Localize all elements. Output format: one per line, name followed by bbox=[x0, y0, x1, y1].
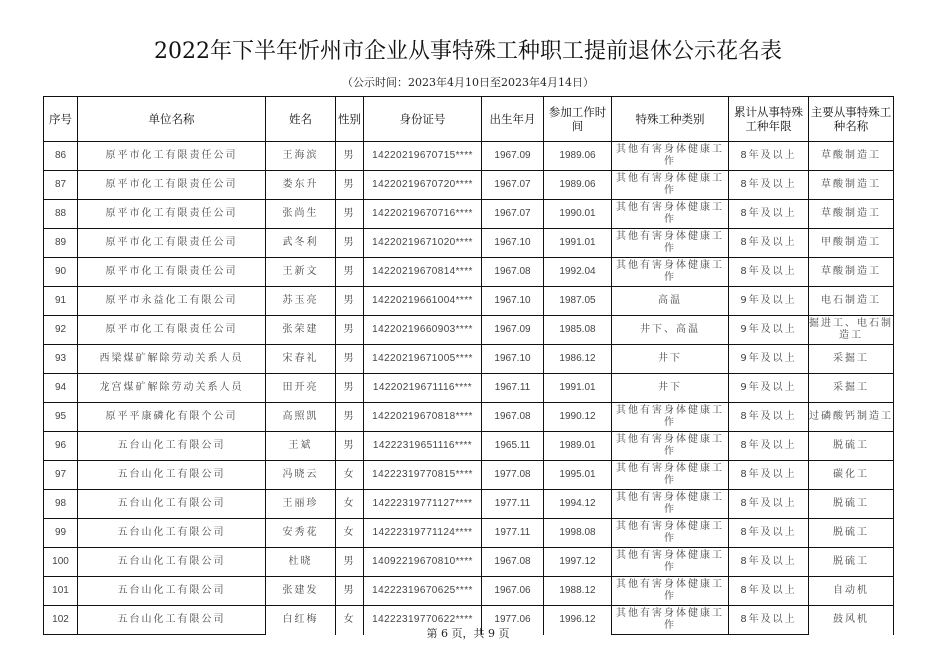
table-row bbox=[44, 345, 894, 374]
row-years: 8年及以上 bbox=[729, 200, 809, 229]
table-row bbox=[44, 171, 894, 200]
row-sex: 男 bbox=[336, 374, 364, 403]
row-seq: 88 bbox=[44, 200, 78, 229]
row-birth: 1967.08 bbox=[482, 258, 544, 287]
table-row bbox=[44, 490, 894, 519]
row-birth: 1977.11 bbox=[482, 519, 544, 548]
row-job: 草酸制造工 bbox=[809, 200, 894, 229]
row-sex: 女 bbox=[336, 606, 364, 635]
row-work-start: 1998.08 bbox=[544, 519, 612, 548]
row-years: 9年及以上 bbox=[729, 345, 809, 374]
header-work-start: 参加工作时间 bbox=[544, 97, 612, 142]
document-title: 2022年下半年忻州市企业从事特殊工种职工提前退休公示花名表 bbox=[154, 39, 782, 64]
row-years: 9年及以上 bbox=[729, 374, 809, 403]
row-birth: 1967.08 bbox=[482, 548, 544, 577]
row-id-number: 14220219671116**** bbox=[364, 374, 482, 403]
row-work-start: 1991.01 bbox=[544, 229, 612, 258]
row-id-number: 14220219671020**** bbox=[364, 229, 482, 258]
row-category: 其他有害身体健康工作 bbox=[612, 548, 729, 577]
row-job: 草酸制造工 bbox=[809, 171, 894, 200]
row-unit: 五台山化工有限公司 bbox=[78, 548, 266, 577]
row-seq: 102 bbox=[44, 606, 78, 635]
row-unit: 西梁煤矿解除劳动关系人员 bbox=[78, 345, 266, 374]
row-category: 井下 bbox=[612, 374, 729, 403]
row-unit: 五台山化工有限公司 bbox=[78, 432, 266, 461]
row-job: 采掘工 bbox=[809, 345, 894, 374]
row-unit: 五台山化工有限公司 bbox=[78, 606, 266, 635]
row-category: 其他有害身体健康工作 bbox=[612, 519, 729, 548]
row-job: 碳化工 bbox=[809, 461, 894, 490]
row-name: 张荣建 bbox=[266, 316, 336, 345]
header-category: 特殊工种类别 bbox=[612, 97, 729, 142]
row-seq: 99 bbox=[44, 519, 78, 548]
header-id: 身份证号 bbox=[364, 97, 482, 142]
row-job: 脱硫工 bbox=[809, 432, 894, 461]
row-birth: 1977.08 bbox=[482, 461, 544, 490]
row-category: 高温 bbox=[612, 287, 729, 316]
row-years: 9年及以上 bbox=[729, 316, 809, 345]
row-sex: 男 bbox=[336, 229, 364, 258]
row-id-number: 14220219671005**** bbox=[364, 345, 482, 374]
row-id-number: 14220219670716**** bbox=[364, 200, 482, 229]
row-work-start: 1991.01 bbox=[544, 374, 612, 403]
row-job: 甲酸制造工 bbox=[809, 229, 894, 258]
table-row bbox=[44, 229, 894, 258]
row-birth: 1967.08 bbox=[482, 403, 544, 432]
row-birth: 1967.10 bbox=[482, 229, 544, 258]
row-sex: 男 bbox=[336, 258, 364, 287]
row-work-start: 1996.12 bbox=[544, 606, 612, 635]
row-name: 白红梅 bbox=[266, 606, 336, 635]
row-sex: 男 bbox=[336, 345, 364, 374]
header-row bbox=[44, 97, 894, 142]
row-years: 8年及以上 bbox=[729, 461, 809, 490]
row-sex: 男 bbox=[336, 171, 364, 200]
row-id-number: 14222319770622**** bbox=[364, 606, 482, 635]
row-unit: 五台山化工有限公司 bbox=[78, 490, 266, 519]
row-years: 8年及以上 bbox=[729, 432, 809, 461]
row-work-start: 1989.06 bbox=[544, 171, 612, 200]
row-category: 其他有害身体健康工作 bbox=[612, 577, 729, 606]
row-years: 8年及以上 bbox=[729, 577, 809, 606]
table-row bbox=[44, 374, 894, 403]
row-work-start: 1990.12 bbox=[544, 403, 612, 432]
row-name: 王丽珍 bbox=[266, 490, 336, 519]
row-seq: 100 bbox=[44, 548, 78, 577]
row-unit: 龙宫煤矿解除劳动关系人员 bbox=[78, 374, 266, 403]
row-sex: 女 bbox=[336, 490, 364, 519]
row-seq: 93 bbox=[44, 345, 78, 374]
row-seq: 98 bbox=[44, 490, 78, 519]
row-unit: 五台山化工有限公司 bbox=[78, 461, 266, 490]
row-category: 其他有害身体健康工作 bbox=[612, 606, 729, 635]
row-id-number: 14220219670720**** bbox=[364, 171, 482, 200]
row-job: 草酸制造工 bbox=[809, 142, 894, 171]
row-category: 井下 bbox=[612, 345, 729, 374]
row-work-start: 1989.06 bbox=[544, 142, 612, 171]
table-row bbox=[44, 461, 894, 490]
row-name: 高照凯 bbox=[266, 403, 336, 432]
table-row bbox=[44, 287, 894, 316]
row-id-number: 14220219670715**** bbox=[364, 142, 482, 171]
header-seq: 序号 bbox=[44, 97, 78, 142]
row-category: 其他有害身体健康工作 bbox=[612, 258, 729, 287]
publicity-period: （公示时间：2023年4月10日至2023年4月14日） bbox=[342, 76, 594, 89]
row-name: 田开亮 bbox=[266, 374, 336, 403]
row-category: 井下、高温 bbox=[612, 316, 729, 345]
row-sex: 女 bbox=[336, 461, 364, 490]
row-job: 过磷酸钙制造工 bbox=[809, 403, 894, 432]
row-unit: 原平市化工有限责任公司 bbox=[78, 142, 266, 171]
row-years: 8年及以上 bbox=[729, 229, 809, 258]
row-id-number: 14222319770815**** bbox=[364, 461, 482, 490]
row-job: 脱硫工 bbox=[809, 519, 894, 548]
row-job: 采掘工 bbox=[809, 374, 894, 403]
row-years: 8年及以上 bbox=[729, 142, 809, 171]
row-unit: 原平市化工有限责任公司 bbox=[78, 229, 266, 258]
row-name: 安秀花 bbox=[266, 519, 336, 548]
table-row bbox=[44, 258, 894, 287]
table-row bbox=[44, 142, 894, 171]
row-birth: 1967.09 bbox=[482, 142, 544, 171]
header-sex: 性别 bbox=[336, 97, 364, 142]
row-work-start: 1989.01 bbox=[544, 432, 612, 461]
header-name: 姓名 bbox=[266, 97, 336, 142]
row-id-number: 14222319771127**** bbox=[364, 490, 482, 519]
row-birth: 1967.09 bbox=[482, 316, 544, 345]
table-row bbox=[44, 577, 894, 606]
row-id-number: 14092219670810**** bbox=[364, 548, 482, 577]
row-seq: 95 bbox=[44, 403, 78, 432]
row-work-start: 1990.01 bbox=[544, 200, 612, 229]
row-name: 宋春礼 bbox=[266, 345, 336, 374]
table-row bbox=[44, 403, 894, 432]
row-years: 8年及以上 bbox=[729, 548, 809, 577]
row-name: 武冬利 bbox=[266, 229, 336, 258]
header-birth: 出生年月 bbox=[482, 97, 544, 142]
row-work-start: 1985.08 bbox=[544, 316, 612, 345]
row-sex: 男 bbox=[336, 403, 364, 432]
row-job: 草酸制造工 bbox=[809, 258, 894, 287]
row-birth: 1967.07 bbox=[482, 171, 544, 200]
row-work-start: 1992.04 bbox=[544, 258, 612, 287]
row-sex: 男 bbox=[336, 432, 364, 461]
row-category: 其他有害身体健康工作 bbox=[612, 461, 729, 490]
row-birth: 1967.10 bbox=[482, 345, 544, 374]
row-work-start: 1986.12 bbox=[544, 345, 612, 374]
row-seq: 91 bbox=[44, 287, 78, 316]
row-category: 其他有害身体健康工作 bbox=[612, 403, 729, 432]
row-name: 冯晓云 bbox=[266, 461, 336, 490]
row-years: 8年及以上 bbox=[729, 490, 809, 519]
row-seq: 87 bbox=[44, 171, 78, 200]
row-years: 8年及以上 bbox=[729, 606, 809, 635]
roster-body bbox=[44, 142, 894, 635]
header-years: 累计从事特殊工种年限 bbox=[729, 97, 809, 142]
row-job: 电石制造工 bbox=[809, 287, 894, 316]
row-unit: 原平市化工有限责任公司 bbox=[78, 316, 266, 345]
row-work-start: 1988.12 bbox=[544, 577, 612, 606]
row-birth: 1967.10 bbox=[482, 287, 544, 316]
row-job: 脱硫工 bbox=[809, 548, 894, 577]
row-years: 8年及以上 bbox=[729, 258, 809, 287]
row-name: 张建发 bbox=[266, 577, 336, 606]
row-sex: 男 bbox=[336, 142, 364, 171]
row-years: 9年及以上 bbox=[729, 287, 809, 316]
row-id-number: 14222319771124**** bbox=[364, 519, 482, 548]
row-name: 苏玉亮 bbox=[266, 287, 336, 316]
row-name: 王新文 bbox=[266, 258, 336, 287]
row-sex: 男 bbox=[336, 287, 364, 316]
row-work-start: 1994.12 bbox=[544, 490, 612, 519]
row-unit: 五台山化工有限公司 bbox=[78, 519, 266, 548]
row-id-number: 14222319651116**** bbox=[364, 432, 482, 461]
row-id-number: 14220219661004**** bbox=[364, 287, 482, 316]
row-unit: 原平市化工有限责任公司 bbox=[78, 200, 266, 229]
row-seq: 97 bbox=[44, 461, 78, 490]
row-job: 鼓风机 bbox=[809, 606, 894, 635]
row-birth: 1967.07 bbox=[482, 200, 544, 229]
row-name: 王海滨 bbox=[266, 142, 336, 171]
header-unit: 单位名称 bbox=[78, 97, 266, 142]
header-job: 主要从事特殊工种名称 bbox=[809, 97, 894, 142]
table-row bbox=[44, 519, 894, 548]
row-seq: 96 bbox=[44, 432, 78, 461]
retirement-roster-table bbox=[43, 96, 894, 635]
row-id-number: 14220219670814**** bbox=[364, 258, 482, 287]
page-number: 第 6 页，共 9 页 bbox=[426, 627, 510, 640]
row-birth: 1977.06 bbox=[482, 606, 544, 635]
row-sex: 男 bbox=[336, 316, 364, 345]
row-years: 8年及以上 bbox=[729, 519, 809, 548]
row-sex: 男 bbox=[336, 548, 364, 577]
row-unit: 原平市化工有限责任公司 bbox=[78, 258, 266, 287]
row-seq: 90 bbox=[44, 258, 78, 287]
row-work-start: 1987.05 bbox=[544, 287, 612, 316]
row-name: 王斌 bbox=[266, 432, 336, 461]
row-unit: 五台山化工有限公司 bbox=[78, 577, 266, 606]
row-id-number: 14220219660903**** bbox=[364, 316, 482, 345]
row-years: 8年及以上 bbox=[729, 403, 809, 432]
row-sex: 男 bbox=[336, 200, 364, 229]
row-work-start: 1997.12 bbox=[544, 548, 612, 577]
row-birth: 1977.11 bbox=[482, 490, 544, 519]
table-row bbox=[44, 548, 894, 577]
table-row bbox=[44, 316, 894, 345]
row-seq: 89 bbox=[44, 229, 78, 258]
row-unit: 原平平康磷化有限个公司 bbox=[78, 403, 266, 432]
row-id-number: 14220219670818**** bbox=[364, 403, 482, 432]
row-unit: 原平市永益化工有限公司 bbox=[78, 287, 266, 316]
row-category: 其他有害身体健康工作 bbox=[612, 200, 729, 229]
row-birth: 1967.06 bbox=[482, 577, 544, 606]
row-birth: 1965.11 bbox=[482, 432, 544, 461]
table-row bbox=[44, 200, 894, 229]
table-row bbox=[44, 432, 894, 461]
row-job: 掘进工、电石制造工 bbox=[809, 316, 894, 345]
row-name: 张尚生 bbox=[266, 200, 336, 229]
row-category: 其他有害身体健康工作 bbox=[612, 432, 729, 461]
row-years: 8年及以上 bbox=[729, 171, 809, 200]
row-work-start: 1995.01 bbox=[544, 461, 612, 490]
row-job: 自动机 bbox=[809, 577, 894, 606]
row-unit: 原平市化工有限责任公司 bbox=[78, 171, 266, 200]
row-name: 娄东升 bbox=[266, 171, 336, 200]
row-category: 其他有害身体健康工作 bbox=[612, 171, 729, 200]
row-category: 其他有害身体健康工作 bbox=[612, 229, 729, 258]
row-seq: 86 bbox=[44, 142, 78, 171]
row-id-number: 14222319670625**** bbox=[364, 577, 482, 606]
row-category: 其他有害身体健康工作 bbox=[612, 142, 729, 171]
row-category: 其他有害身体健康工作 bbox=[612, 490, 729, 519]
row-seq: 101 bbox=[44, 577, 78, 606]
row-seq: 92 bbox=[44, 316, 78, 345]
row-sex: 男 bbox=[336, 577, 364, 606]
row-sex: 女 bbox=[336, 519, 364, 548]
row-name: 杜晓 bbox=[266, 548, 336, 577]
row-seq: 94 bbox=[44, 374, 78, 403]
row-job: 脱硫工 bbox=[809, 490, 894, 519]
row-birth: 1967.11 bbox=[482, 374, 544, 403]
